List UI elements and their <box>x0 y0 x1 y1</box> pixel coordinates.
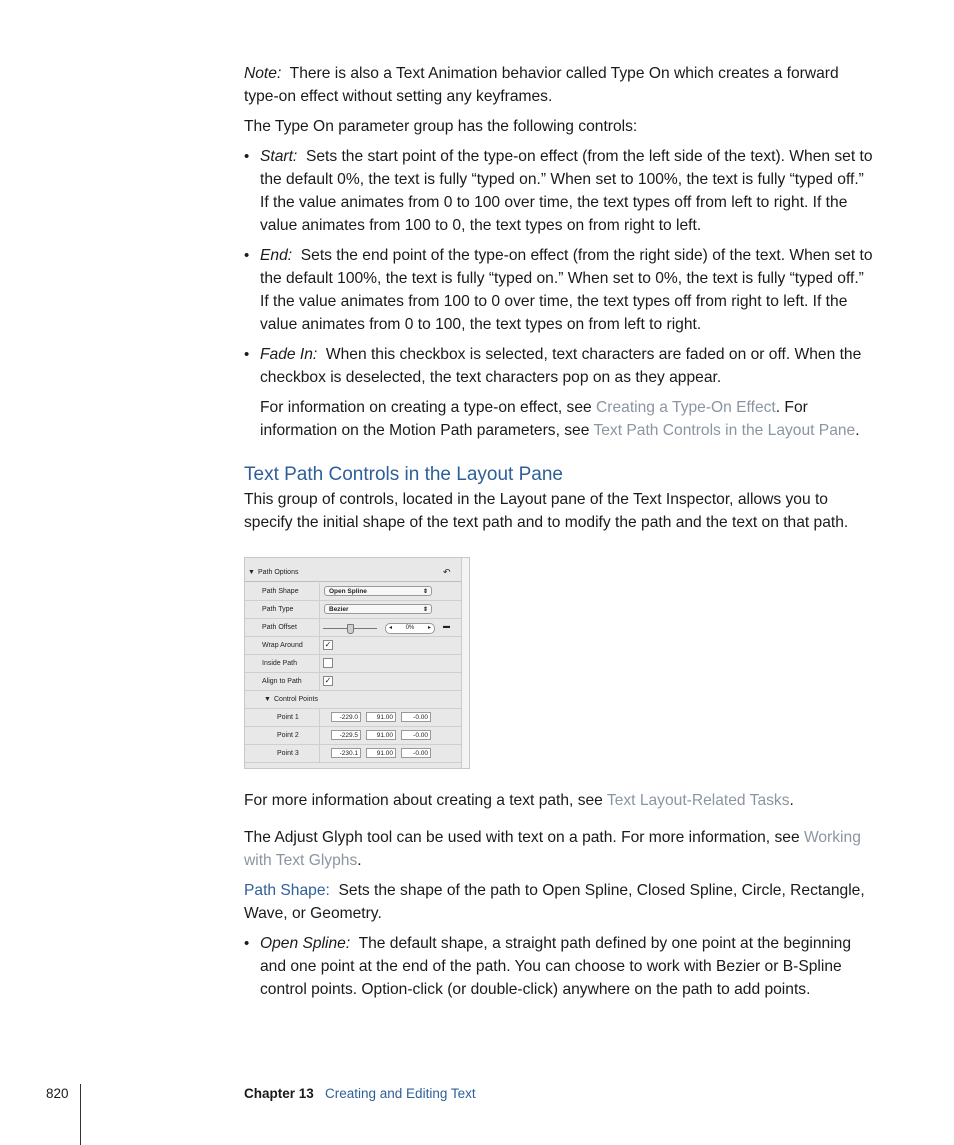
path-type-label: Path Type <box>262 606 294 613</box>
point-1-y-field[interactable]: 91.00 <box>366 712 396 722</box>
row-path-shape <box>245 583 461 601</box>
adjust-glyph-text: The Adjust Glyph tool can be used with text on a path. For more information, see <box>244 829 804 846</box>
point-1-x-field[interactable]: -229.0 <box>331 712 361 722</box>
link-working-with-glyphs[interactable]: Working with Text Glyphs <box>244 829 861 869</box>
link-text-path-controls[interactable]: Text Path Controls in the Layout Pane <box>593 422 856 439</box>
row-path-type <box>245 601 461 619</box>
bullet-end-lead: End: <box>260 247 293 264</box>
row-divider <box>319 601 320 618</box>
note-paragraph <box>244 62 876 108</box>
align-to-path-label: Align to Path <box>262 678 302 685</box>
path-shape-popup[interactable] <box>324 586 432 596</box>
row-divider <box>319 583 320 600</box>
updown-arrows-icon: ⇕ <box>422 607 428 613</box>
bullet-fade-text: When this checkbox is selected, text characters are faded on or off. When the checkbox is deselected, the text characters pop on as they appear. <box>260 346 862 386</box>
path-shape-paragraph <box>244 879 876 925</box>
bullet-marker: • <box>244 346 250 363</box>
footer-rule <box>80 1084 81 1145</box>
point-2-x-field[interactable]: -229.5 <box>331 730 361 740</box>
bullet-end <box>260 244 876 336</box>
point-2-y-field[interactable]: 91.00 <box>366 730 396 740</box>
bullet-open-spline <box>260 932 876 1001</box>
point-1-z-field[interactable]: -0.00 <box>401 712 431 722</box>
panel-scrollbar[interactable] <box>461 558 469 768</box>
disclosure-triangle-icon[interactable]: ▼ <box>264 696 271 703</box>
row-divider <box>319 673 320 690</box>
bullet-start <box>260 145 876 237</box>
row-point-3 <box>245 745 461 763</box>
note-text: There is also a Text Animation behavior called Type On which creates a forward type-on effect without setting any keyframes. <box>244 65 839 105</box>
path-offset-field[interactable] <box>385 623 435 634</box>
bullet-fade-lead: Fade In: <box>260 346 318 363</box>
row-wrap-around <box>245 637 461 655</box>
footer-chapter-title[interactable]: Creating and Editing Text <box>325 1086 476 1101</box>
inside-path-checkbox[interactable] <box>323 658 333 668</box>
section-intro: This group of controls, located in the Layout pane of the Text Inspector, allows you to specify the initial shape of the text path and to modify the path and the text on that path. <box>244 491 849 531</box>
open-spline-lead: Open Spline: <box>260 935 351 952</box>
intro-paragraph: The Type On parameter group has the following controls: <box>244 118 638 135</box>
path-options-header[interactable] <box>245 564 461 582</box>
bullet-marker: • <box>244 935 250 952</box>
row-divider <box>319 619 320 636</box>
row-divider <box>319 637 320 654</box>
row-align-to-path <box>245 673 461 691</box>
section-heading: Text Path Controls in the Layout Pane <box>244 464 563 485</box>
bullet-fade-in <box>260 343 876 389</box>
point-3-x-field[interactable]: -230.1 <box>331 748 361 758</box>
info-text-1: For information on creating a type-on effect, see <box>260 399 597 416</box>
page-number: 820 <box>46 1086 69 1101</box>
path-shape-label: Path Shape <box>262 588 299 595</box>
link-creating-type-on[interactable]: Creating a Type-On Effect <box>596 399 776 416</box>
bullet-start-text: Sets the start point of the type-on effect (from the left side of the text). When set to the default 0%, the text is fully “typed on.” When set to 100%, the text is fully “typed off.” If the value animates from 0 to 100 over time, the text types off from left to right. If the value animates from 100 to 0, the text types on from right to left. <box>260 148 873 234</box>
note-lead: Note: <box>244 65 282 82</box>
point-1-label: Point 1 <box>277 714 299 721</box>
control-points-header[interactable] <box>245 691 461 709</box>
align-to-path-checkbox[interactable]: ✓ <box>324 676 332 685</box>
bullet-start-lead: Start: <box>260 148 298 165</box>
path-type-popup[interactable] <box>324 604 432 614</box>
adjust-glyph-paragraph <box>244 826 876 872</box>
row-point-2 <box>245 727 461 745</box>
footer-chapter: Chapter 13 <box>244 1086 314 1101</box>
row-divider <box>319 709 320 726</box>
point-2-z-field[interactable]: -0.00 <box>401 730 431 740</box>
path-options-panel <box>244 557 470 769</box>
path-shape-value: Open Spline <box>329 588 367 595</box>
row-path-offset <box>245 619 461 637</box>
point-3-z-field[interactable]: -0.00 <box>401 748 431 758</box>
path-offset-value: 0% <box>405 625 415 631</box>
path-offset-label: Path Offset <box>262 624 297 631</box>
updown-arrows-icon: ⇕ <box>422 589 428 595</box>
more-info-text: For more information about creating a text path, see <box>244 792 607 809</box>
increment-arrow-icon[interactable]: ▸ <box>427 625 431 631</box>
path-options-title: Path Options <box>258 569 299 576</box>
row-divider <box>319 655 320 672</box>
point-3-label: Point 3 <box>277 750 299 757</box>
link-text-layout-tasks[interactable]: Text Layout-Related Tasks <box>606 792 790 809</box>
decrement-arrow-icon[interactable]: ◂ <box>389 625 393 631</box>
path-offset-slider-thumb[interactable] <box>347 624 354 634</box>
reset-icon[interactable]: ↶ <box>443 567 451 577</box>
row-point-1 <box>245 709 461 727</box>
inside-path-label: Inside Path <box>262 660 298 667</box>
point-3-y-field[interactable]: 91.00 <box>366 748 396 758</box>
adjust-glyph-end: . <box>357 852 362 869</box>
bullet-marker: • <box>244 247 250 264</box>
row-divider <box>319 727 320 744</box>
bullet-marker: • <box>244 148 250 165</box>
disclosure-triangle-icon[interactable]: ▼ <box>248 569 255 576</box>
more-info-paragraph <box>244 789 876 812</box>
path-shape-text: Sets the shape of the path to Open Spline, Closed Spline, Circle, Rectangle, Wave, or Geometry. <box>244 882 865 922</box>
point-2-label: Point 2 <box>277 732 299 739</box>
info-text-3: . <box>855 422 860 439</box>
row-divider <box>319 745 320 762</box>
row-inside-path <box>245 655 461 673</box>
path-type-value: Bezier <box>329 606 349 613</box>
more-info-end: . <box>789 792 794 809</box>
keyframe-icon[interactable]: ▬ <box>443 623 450 630</box>
info-paragraph <box>260 396 876 442</box>
bullet-end-text: Sets the end point of the type-on effect (from the right side) of the text. When set to the default 100%, the text is fully “typed on.” When set to 0%, the text is fully “typed off.” If the value animates from 100 to 0 over time, the text types off from right to left. If the value animates from 0 to 100, the text types on from left to right. <box>260 247 873 333</box>
path-shape-lead: Path Shape: <box>244 882 330 899</box>
open-spline-text: The default shape, a straight path defined by one point at the beginning and one point at the end of the path. You can choose to work with Bezier or B-Spline control points. Option-click (or double-click) anywhere on the path to add points. <box>260 935 851 998</box>
wrap-around-checkbox[interactable]: ✓ <box>324 640 332 649</box>
wrap-around-label: Wrap Around <box>262 642 303 649</box>
control-points-title: Control Points <box>274 696 318 703</box>
info-text-2: . For information on the Motion Path parameters, see <box>260 399 808 439</box>
